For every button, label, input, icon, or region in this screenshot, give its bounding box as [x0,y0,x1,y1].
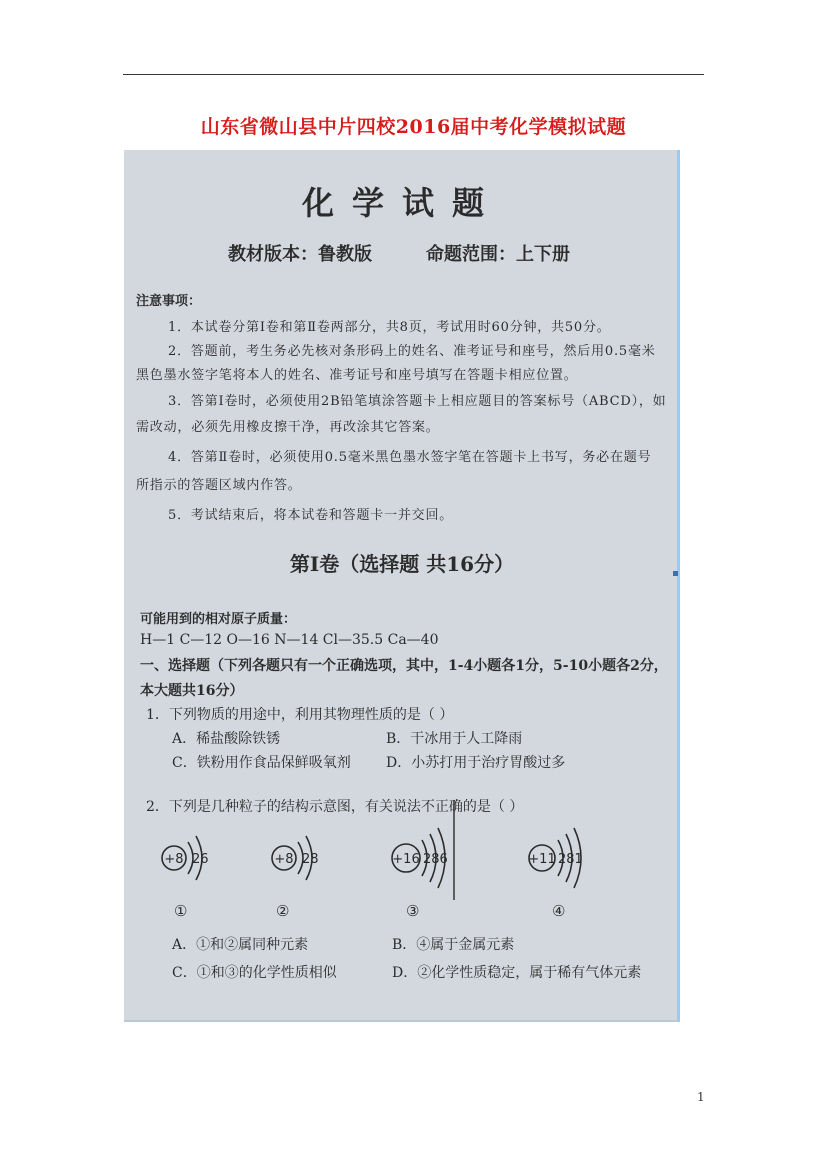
note-line: 所指示的答题区域内作答。 [136,478,302,493]
question-1-option-c: C．铁粉用作食品保鲜吸氧剂 [172,755,351,771]
question-2-option-a: A．①和②属同种元素 [172,937,309,953]
shell-electrons: 286 [423,852,448,867]
part-one-instructions: 本大题共16分） [140,683,244,699]
particle-diagram-4 [528,828,583,888]
section-title: 第Ⅰ卷（选择题 共16分） [289,552,515,576]
nucleus-label: +8 [274,852,294,867]
particle-diagram-3 [392,800,454,900]
note-line: 2．答题前，考生务必先核对条形码上的姓名、准考证号和座号，然后用0.5毫米 [168,344,656,359]
note-line: 1．本试卷分第Ⅰ卷和第Ⅱ卷两部分，共8页，考试用时60分钟，共50分。 [168,320,611,335]
notice-heading: 注意事项： [136,294,202,309]
note-line: 黑色墨水签字笔将本人的姓名、准考证号和座号填写在答题卡相应位置。 [136,368,578,383]
page-number: 1 [697,1090,705,1104]
diagram-label: ② [276,902,290,920]
scope-label: 命题范围：上下册 [426,244,570,265]
nucleus-label: +11 [528,852,556,867]
header-rule [123,74,704,75]
scan-marker [673,571,678,576]
particle-diagram-2 [272,836,319,880]
document-title: 山东省微山县中片四校2016届中考化学模拟试题 [200,116,627,138]
shell-electrons: 281 [558,852,583,867]
nucleus-label: +16 [392,852,420,867]
question-2-option-d: D．②化学性质稳定，属于稀有气体元素 [392,965,642,981]
particle-diagram-1 [162,836,209,880]
question-2-option-c: C．①和③的化学性质相似 [172,965,337,981]
atomic-mass-values: H—1 C—12 O—16 N—14 Cl—35.5 Ca—40 [140,632,439,648]
question-1-option-a: A．稀盐酸除铁锈 [172,731,281,747]
note-line: 3．答第Ⅰ卷时，必须使用2B铅笔填涂答题卡上相应题目的答案标号（ABCD），如 [168,394,667,409]
nucleus-label: +8 [164,852,184,867]
diagram-label: ④ [552,902,566,920]
note-line: 4．答第Ⅱ卷时，必须使用0.5毫米黑色墨水签字笔在答题卡上书写，务必在题号 [168,450,652,465]
question-1-option-d: D．小苏打用于治疗胃酸过多 [386,755,566,771]
shell-electrons: 26 [192,852,209,867]
note-line: 需改动，必须先用橡皮擦干净，再改涂其它答案。 [136,420,440,435]
question-1-option-b: B．干冰用于人工降雨 [386,731,523,747]
question-1-stem: 1．下列物质的用途中，利用其物理性质的是（ ） [146,707,454,723]
diagram-label: ① [174,902,188,920]
shell-electrons: 28 [302,852,319,867]
diagram-label: ③ [406,902,420,920]
scanned-exam-page [124,150,680,1022]
edition-label: 教材版本：鲁教版 [228,244,372,265]
question-2-option-b: B．④属于金属元素 [392,937,515,953]
atomic-mass-heading: 可能用到的相对原子质量： [140,612,297,627]
question-2-stem: 2．下列是几种粒子的结构示意图，有关说法不正确的是（ ） [146,799,524,815]
part-one-instructions: 一、选择题（下列各题只有一个正确选项，其中，1-4小题各1分，5-10小题各2分， [140,658,668,674]
particle-structure-diagrams [124,800,680,920]
exam-title: 化学试题 [301,184,502,222]
note-line: 5．考试结束后，将本试卷和答题卡一并交回。 [168,508,454,523]
